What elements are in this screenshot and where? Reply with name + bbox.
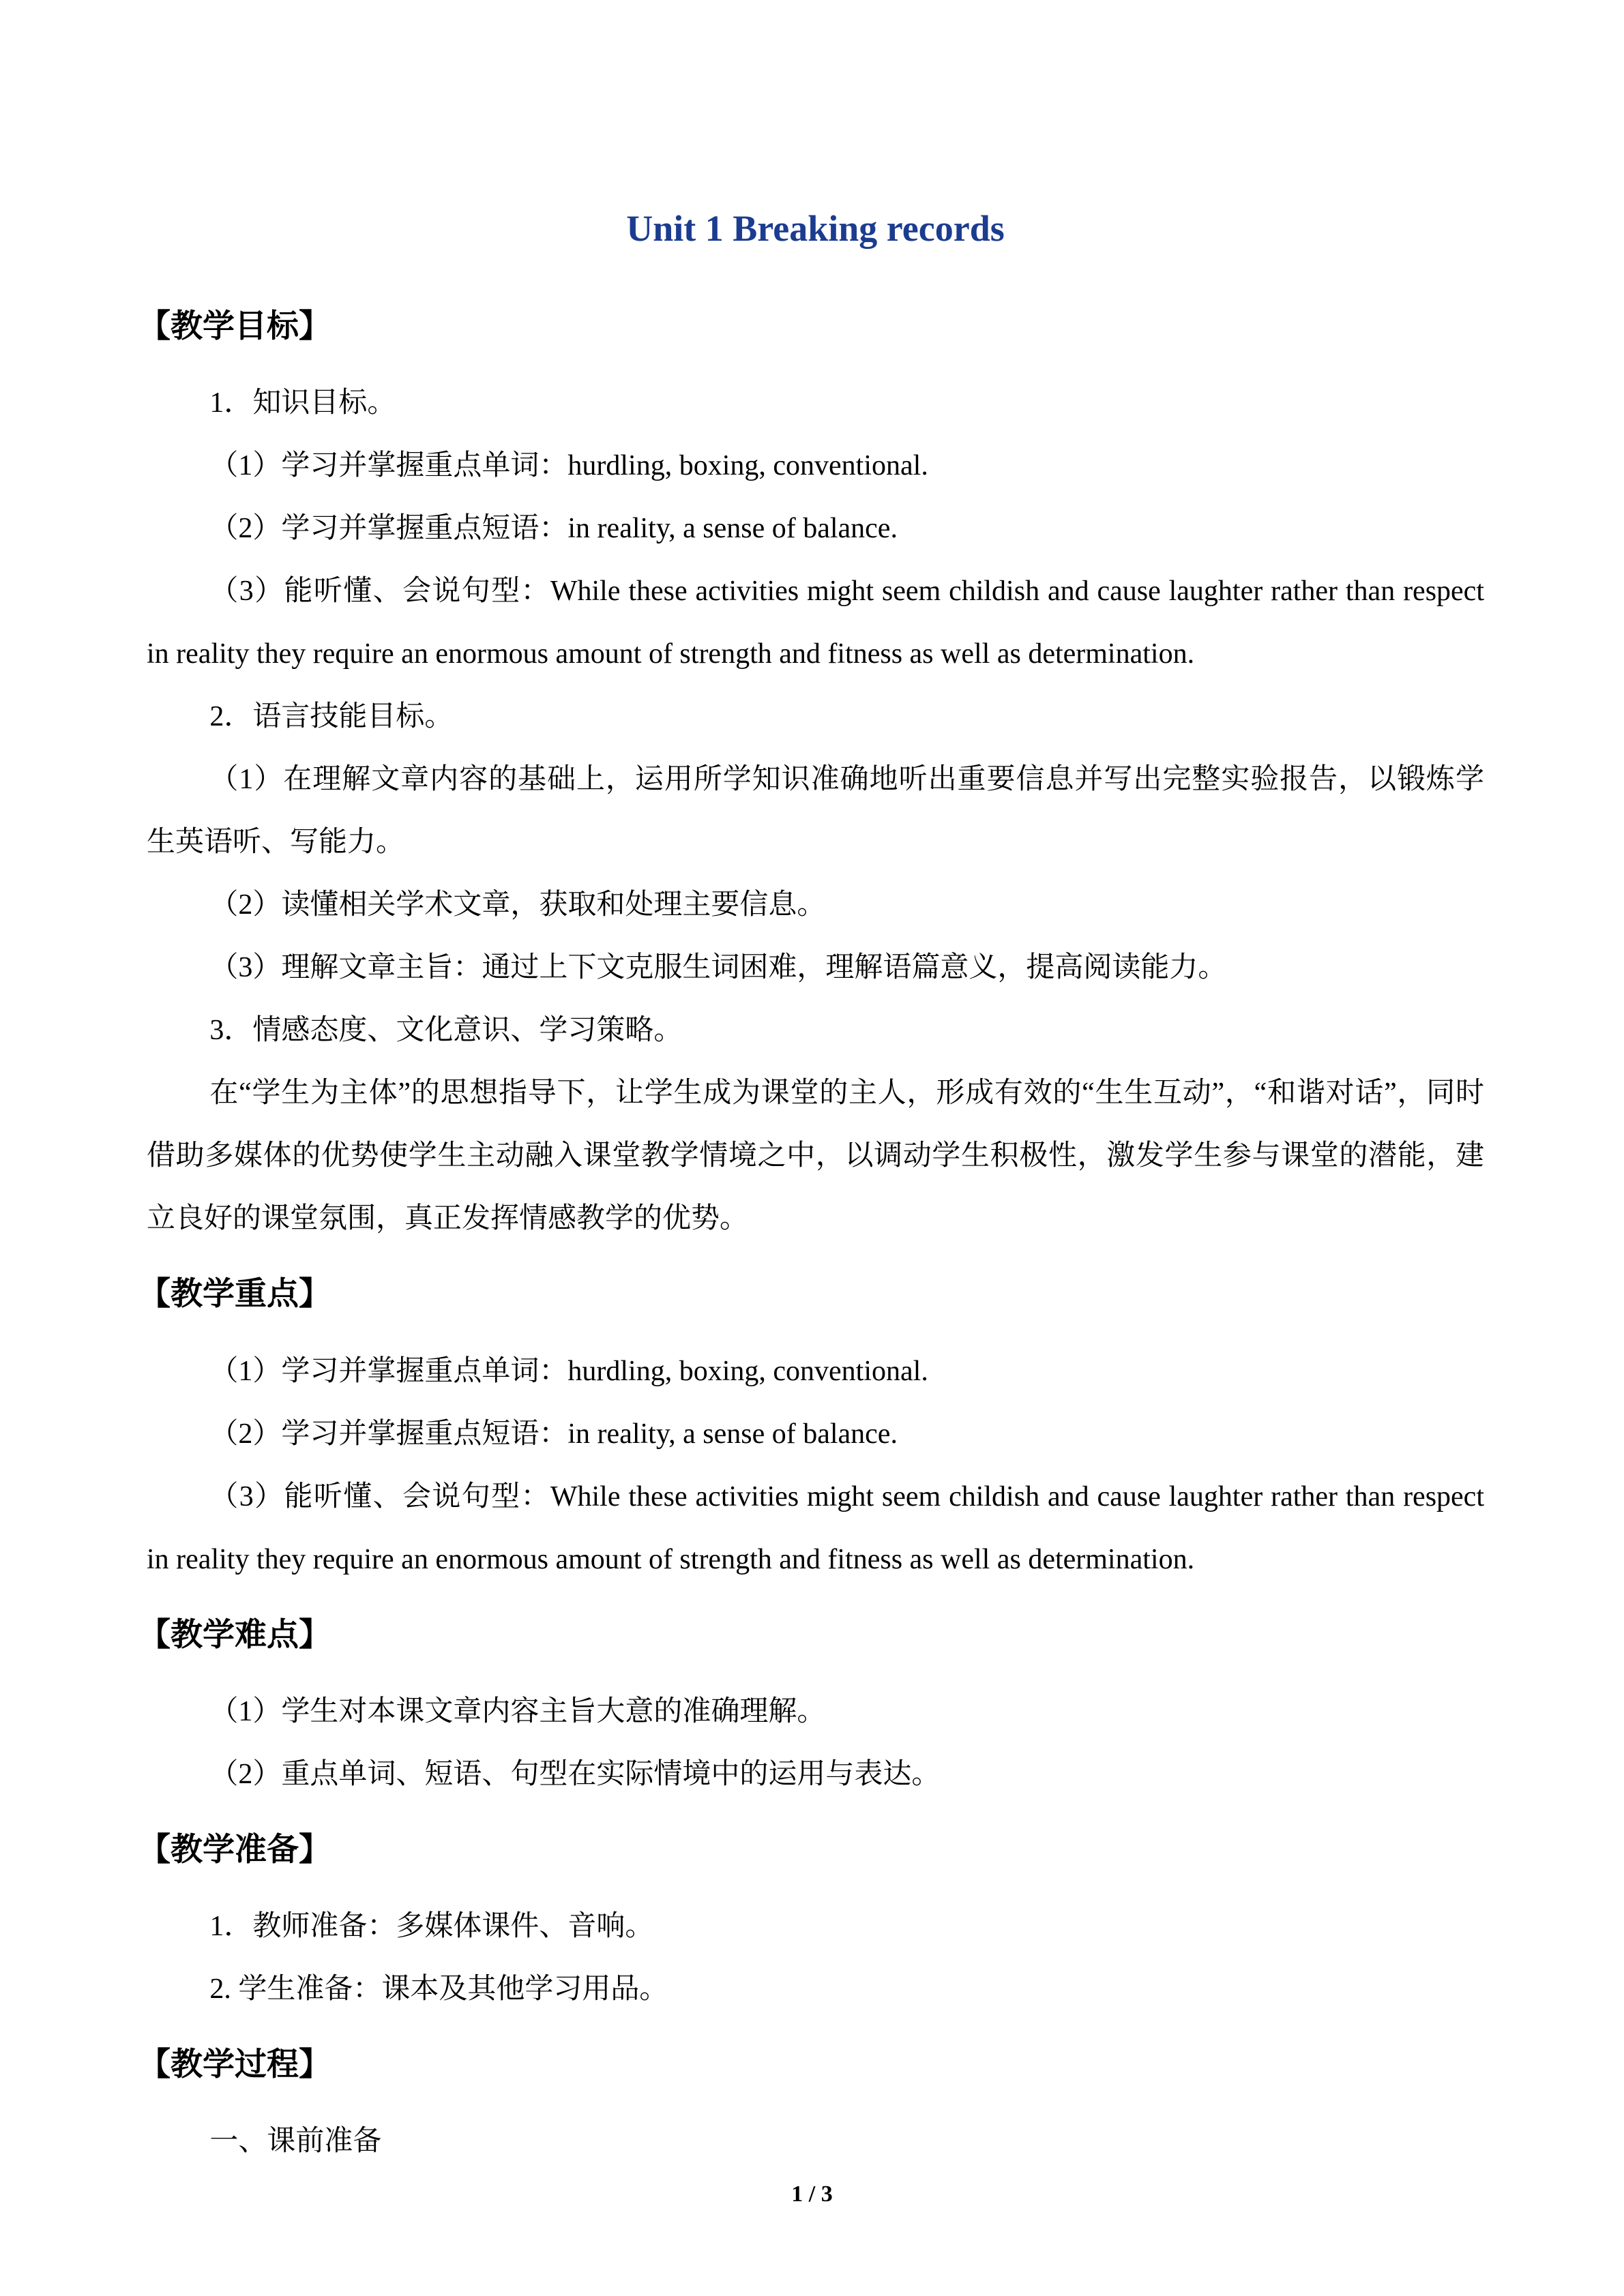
paragraph: （1）学生对本课文章内容主旨大意的准确理解。 <box>209 1695 826 1727</box>
paragraph: （1）学习并掌握重点单词：hurdling, boxing, conventional. <box>209 1355 928 1387</box>
paragraph: 一、课前准备 <box>209 2126 382 2158</box>
section-heading-teaching-difficulties: 【教学难点】 <box>138 1615 331 1652</box>
paragraph: 2. 学生准备：课本及其他学习用品。 <box>209 1973 668 2005</box>
paragraph: （2）学习并掌握重点短语：in reality, a sense of balance. <box>209 513 898 545</box>
section-heading-teaching-preparation: 【教学准备】 <box>138 1830 331 1867</box>
paragraph: 2．语言技能目标。 <box>209 701 454 733</box>
doc-title: Unit 1 Breaking records <box>626 208 1005 249</box>
paragraph: （2）学习并掌握重点短语：in reality, a sense of balance. <box>209 1418 898 1450</box>
section-heading-teaching-focus: 【教学重点】 <box>138 1275 331 1312</box>
paragraph: （2）重点单词、短语、句型在实际情境中的运用与表达。 <box>209 1758 941 1790</box>
section-heading-teaching-goals: 【教学目标】 <box>138 308 331 344</box>
page-number: 1 / 3 <box>791 2181 833 2207</box>
paragraph: （2）读懂相关学术文章，获取和处理主要信息。 <box>209 889 826 921</box>
paragraph: 1．知识目标。 <box>209 387 396 419</box>
paragraph: 在“学生为主体”的思想指导下，让学生成为课堂的主人，形成有效的“生生互动”，“和谐对话”，同时借助多媒体的优势使学生主动融入课堂教学情境之中，以调动学生积极性，激发学生参与课堂的潜能，建立良好的课堂氛围，真正发挥情感教学的优势。 <box>147 1077 1484 1235</box>
paragraph: （1）在理解文章内容的基础上，运用所学知识准确地听出重要信息并写出完整实验报告，以锻炼学生英语听、写能力。 <box>147 764 1484 859</box>
section-heading-teaching-process: 【教学过程】 <box>138 2045 331 2082</box>
paragraph: 1．教师准备：多媒体课件、音响。 <box>209 1910 654 1942</box>
paragraph: （3）能听懂、会说句型：While these activities might seem childish and cause laughter rather than respect in reality they require an enormous amount of strength and fitness as well as determination. <box>147 1480 1484 1575</box>
paragraph: （3）能听懂、会说句型：While these activities might seem childish and cause laughter rather than respect in reality they require an enormous amount of strength and fitness as well as determination. <box>147 576 1484 670</box>
paragraph: （1）学习并掌握重点单词：hurdling, boxing, conventional. <box>209 450 928 482</box>
paragraph: 3．情感态度、文化意识、学习策略。 <box>209 1015 683 1047</box>
paragraph: （3）理解文章主旨：通过上下文克服生词困难，理解语篇意义，提高阅读能力。 <box>209 952 1227 984</box>
